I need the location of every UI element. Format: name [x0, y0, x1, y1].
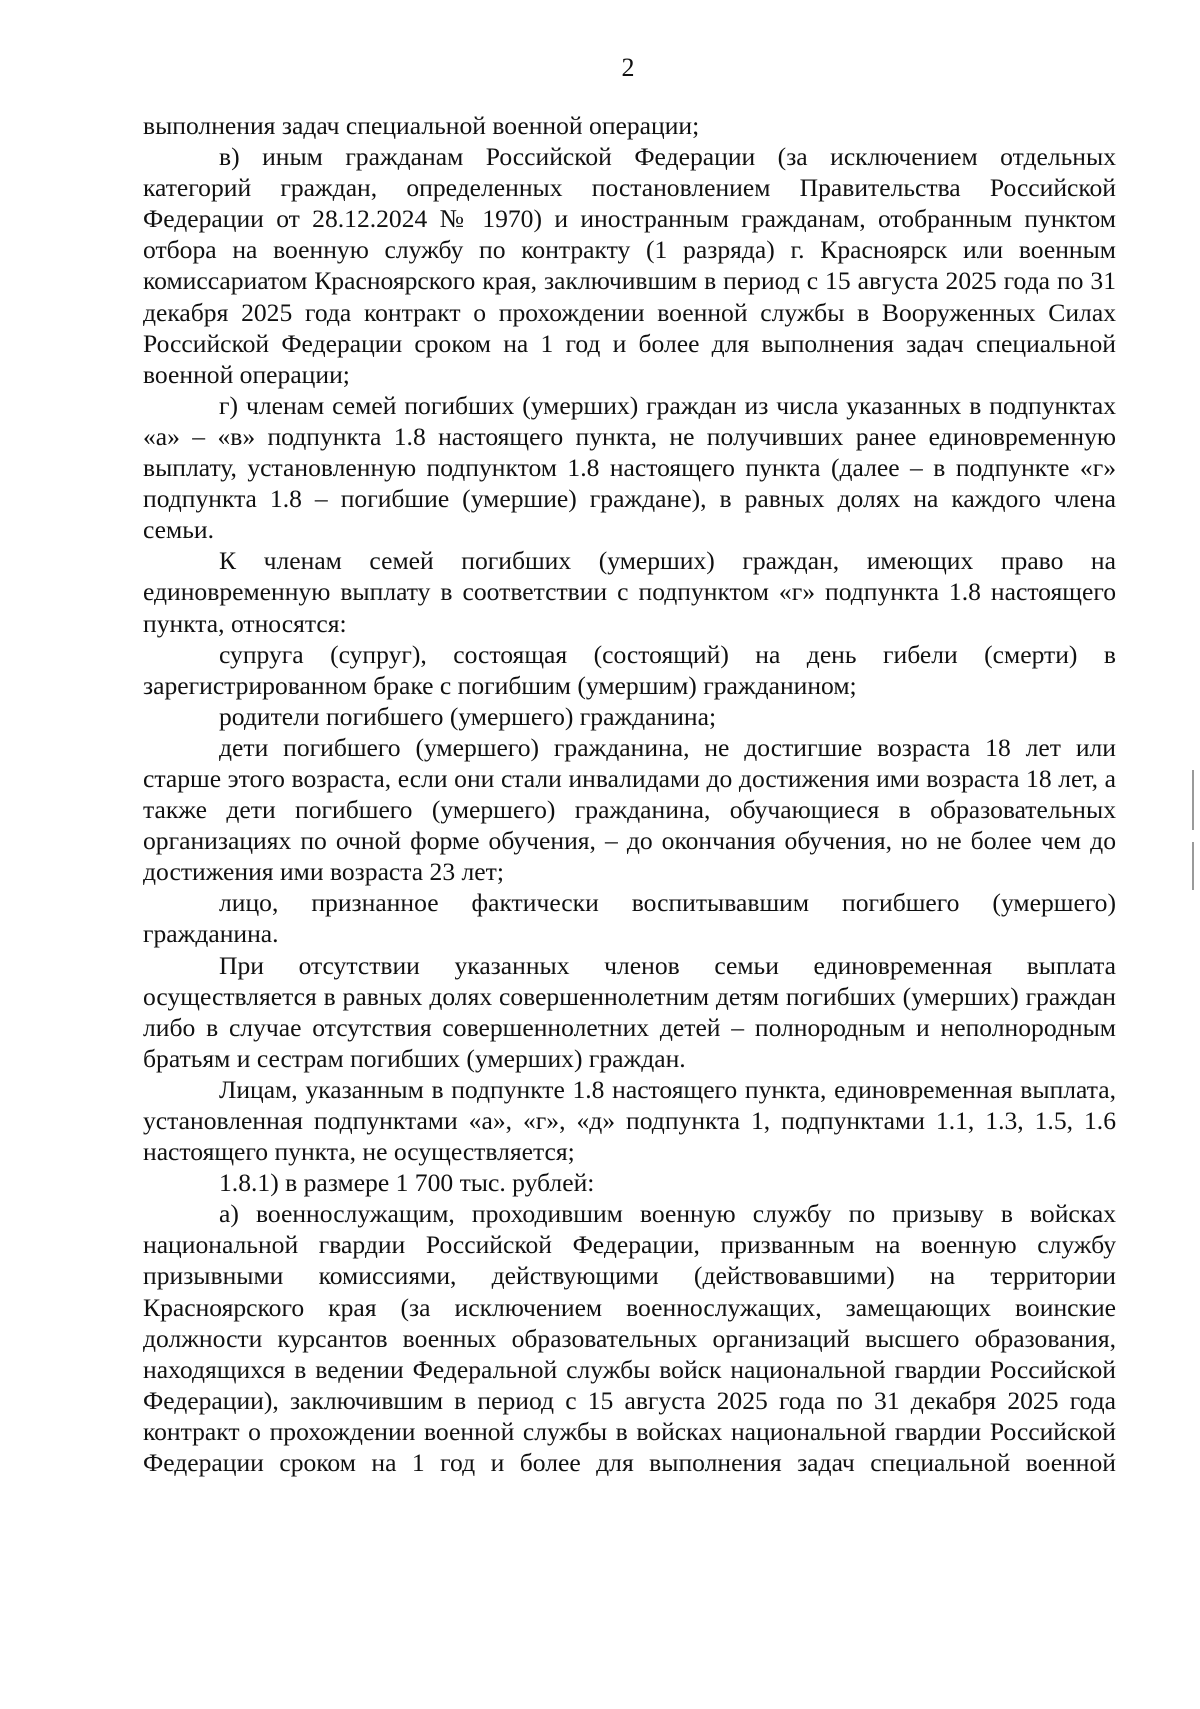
scan-margin-mark	[1192, 842, 1194, 890]
document-body	[143, 110, 1116, 1478]
paragraph-exclusion: Лицам, указанным в подпункте 1.8 настоящего пункта, единовременная выплата, установленная подпунктами «а», «г», «д» подпункта 1, подпунктами 1.1, 1.3, 1.5, 1.6 настоящего пункта, не осуществляется;	[143, 1074, 1116, 1167]
paragraph-continuation: выполнения задач специальной военной операции;	[143, 111, 700, 140]
paragraph-item-a: а) военнослужащим, проходившим военную службу по призыву в войсках национальной гвардии Российской Федерации, призванным на военную службу призывными комиссиями, действующими (действовавшими) на территории Красноярского края (за исключением военнослужащих, замещающих воинские должности курсантов военных образовательных организаций высшего образования, находящихся в ведении Федеральной службы войск национальной гвардии Российской Федерации), заключившим в период с 15 августа 2025 года по 31 декабря 2025 года контракт о прохождении военной службы в войсках национальной гвардии Российской Федерации сроком на 1 год и более для выполнения задач специальной военной	[143, 1199, 1116, 1478]
paragraph-parents: родители погибшего (умершего) гражданина;	[219, 701, 717, 731]
paragraph-item-v: в) иным гражданам Российской Федерации (за исключением отдельных категорий граждан, определенных постановлением Правительства Российской Федерации от 28.12.2024 № 1970) и иностранным гражданам, отобранным пунктом отбора на военную службу по контракту (1 разряда) г. Красноярск или военным комиссариатом Красноярского края, заключившим в период с 15 августа 2025 года по 31 декабря 2025 года контракт о прохождении военной службы в Вооруженных Силах Российской Федерации сроком на 1 год и более для выполнения задач специальной военной операции;	[143, 142, 1116, 389]
paragraph-amount-heading: 1.8.1) в размере 1 700 тыс. рублей:	[219, 1168, 595, 1198]
paragraph-guardian: лицо, признанное фактически воспитывавшим погибшего (умершего) гражданина.	[143, 888, 1116, 949]
paragraph-family-members: К членам семей погибших (умерших) граждан, имеющих право на единовременную выплату в соответствии с подпунктом «г» подпункта 1.8 настоящего пункта, относятся:	[143, 546, 1116, 638]
paragraph-item-g: г) членам семей погибших (умерших) граждан из числа указанных в подпунктах «а» – «в» подпункта 1.8 настоящего пункта, не получивших ранее единовременную выплату, установленную подпунктом 1.8 настоящего пункта (далее – в подпункте «г» подпункта 1.8 – погибшие (умершие) граждане), в равных долях на каждого члена семьи.	[143, 390, 1116, 545]
paragraph-spouse: супруга (супруг), состоящая (состоящий) на день гибели (смерти) в зарегистрированном браке с погибшим (умершим) гражданином;	[143, 639, 1116, 700]
page-number: 2	[621, 53, 635, 82]
scan-margin-mark	[1192, 770, 1194, 830]
paragraph-children: дети погибшего (умершего) гражданина, не достигшие возраста 18 лет или старше этого возраста, если они стали инвалидами до достижения ими возраста 18 лет, а также дети погибшего (умершего) гражданина, обучающиеся в образовательных организациях по очной форме обучения, – до окончания обучения, но не более чем до достижения ими возраста 23 лет;	[143, 732, 1116, 887]
paragraph-absence: При отсутствии указанных членов семьи единовременная выплата осуществляется в равных долях совершеннолетним детям погибших (умерших) граждан либо в случае отсутствия совершеннолетних детей – полнородным и неполнородным братьям и сестрам погибших (умерших) граждан.	[143, 950, 1116, 1073]
